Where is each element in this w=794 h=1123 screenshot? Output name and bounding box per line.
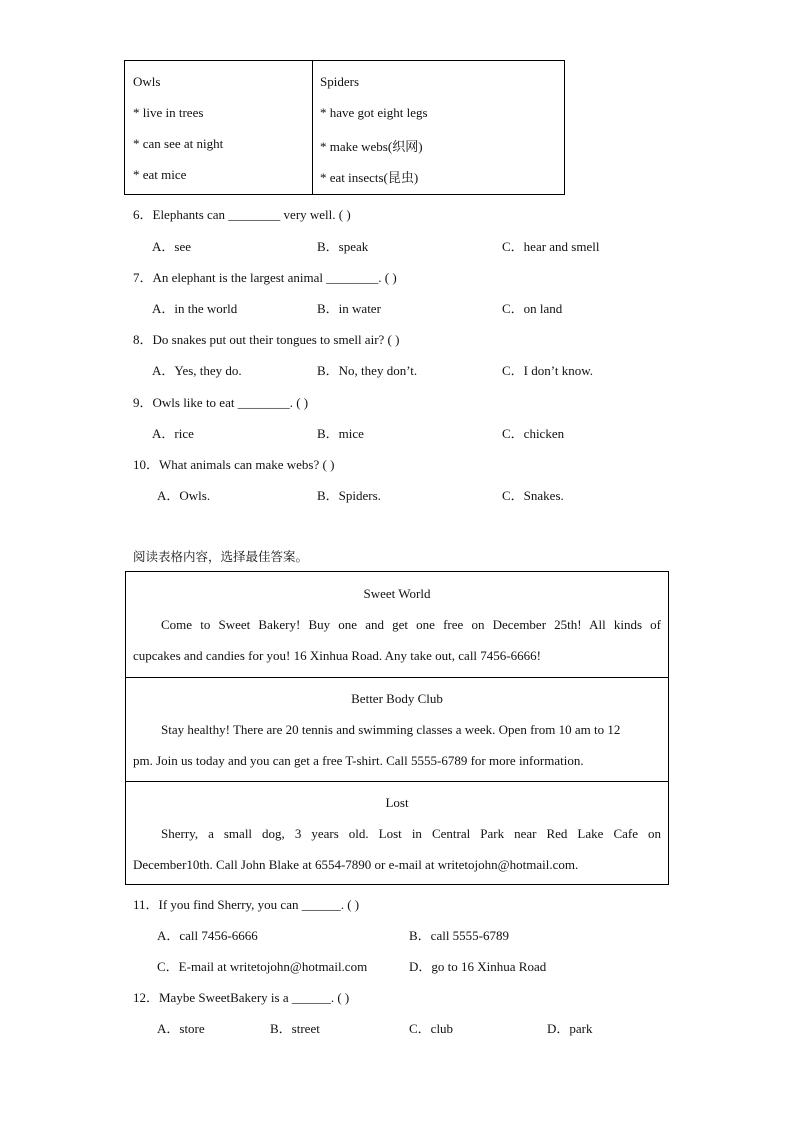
question-12-stem: 12．Maybe SweetBakery is a ______. ( ): [133, 990, 350, 1005]
question-6-option-a[interactable]: A．see: [152, 239, 191, 254]
question-9-option-c[interactable]: C．chicken: [502, 426, 565, 441]
section-instruction: 阅读表格内容，选择最佳答案。: [133, 549, 309, 564]
ads-table: [125, 571, 669, 885]
ad-title: Better Body Club: [351, 691, 443, 706]
question-6-option-c[interactable]: C．hear and smell: [502, 239, 600, 254]
question-6-stem: 6．Elephants can ________ very well. ( ): [133, 207, 351, 222]
ad-text-line: Come to Sweet Bakery! Buy one and get one free on December 25th! All kinds of: [161, 617, 661, 632]
question-12-option-a[interactable]: A．store: [157, 1021, 205, 1036]
ad-sweet-world: [126, 572, 668, 677]
question-11-option-b[interactable]: B．call 5555-6789: [409, 928, 510, 943]
ad-text-line: pm. Join us today and you can get a free T-shirt. Call 5555-6789 for more information.: [133, 753, 584, 768]
spiders-fact: * make webs(织网): [320, 139, 423, 154]
question-11-option-d[interactable]: D．go to 16 Xinhua Road: [409, 959, 547, 974]
spiders-heading: Spiders: [320, 74, 359, 89]
question-11-option-a[interactable]: A．call 7456-6666: [157, 928, 258, 943]
question-10-option-c[interactable]: C．Snakes.: [502, 488, 564, 503]
question-8-option-b[interactable]: B．No, they don’t.: [317, 363, 418, 378]
question-10-option-a[interactable]: A．Owls.: [157, 488, 211, 503]
question-8-stem: 8．Do snakes put out their tongues to smell air? ( ): [133, 332, 400, 347]
question-7-option-c[interactable]: C．on land: [502, 301, 563, 316]
owls-heading: Owls: [133, 74, 161, 89]
owls-fact: * live in trees: [133, 105, 204, 120]
ad-lost-dog: [126, 781, 668, 886]
owls-fact: * eat mice: [133, 167, 187, 182]
ad-text-line: cupcakes and candies for you! 16 Xinhua Road. Any take out, call 7456-6666!: [133, 648, 541, 663]
question-9-stem: 9．Owls like to eat ________. ( ): [133, 395, 309, 410]
question-10-stem: 10．What animals can make webs? ( ): [133, 457, 335, 472]
question-12-option-b[interactable]: B．street: [270, 1021, 320, 1036]
question-12-option-c[interactable]: C．club: [409, 1021, 454, 1036]
question-8-option-a[interactable]: A．Yes, they do.: [152, 363, 242, 378]
ad-text-line: Stay healthy! There are 20 tennis and swimming classes a week. Open from 10 am to 12: [161, 722, 621, 737]
ad-better-body-club: [126, 677, 668, 782]
question-7-option-b[interactable]: B．in water: [317, 301, 381, 316]
question-7-stem: 7．An elephant is the largest animal ________. ( ): [133, 270, 397, 285]
question-11-stem: 11．If you find Sherry, you can ______. ( ): [133, 897, 360, 912]
ad-title: Lost: [385, 795, 409, 810]
spiders-fact: * have got eight legs: [320, 105, 428, 120]
question-8-option-c[interactable]: C．I don’t know.: [502, 363, 594, 378]
ad-text-line: Sherry, a small dog, 3 years old. Lost in Central Park near Red Lake Cafe on: [161, 826, 661, 841]
ad-title: Sweet World: [363, 586, 431, 601]
animal-facts-table: [124, 60, 565, 195]
table-divider: [312, 61, 313, 194]
question-11-option-c[interactable]: C．E-mail at writetojohn@hotmail.com: [157, 959, 368, 974]
ad-text-line: December10th. Call John Blake at 6554-7890 or e-mail at writetojohn@hotmail.com.: [133, 857, 579, 872]
question-9-option-a[interactable]: A．rice: [152, 426, 194, 441]
question-10-option-b[interactable]: B．Spiders.: [317, 488, 381, 503]
question-6-option-b[interactable]: B．speak: [317, 239, 369, 254]
question-12-option-d[interactable]: D．park: [547, 1021, 593, 1036]
question-7-option-a[interactable]: A．in the world: [152, 301, 238, 316]
owls-fact: * can see at night: [133, 136, 224, 151]
spiders-fact: * eat insects(昆虫): [320, 170, 419, 185]
question-9-option-b[interactable]: B．mice: [317, 426, 364, 441]
